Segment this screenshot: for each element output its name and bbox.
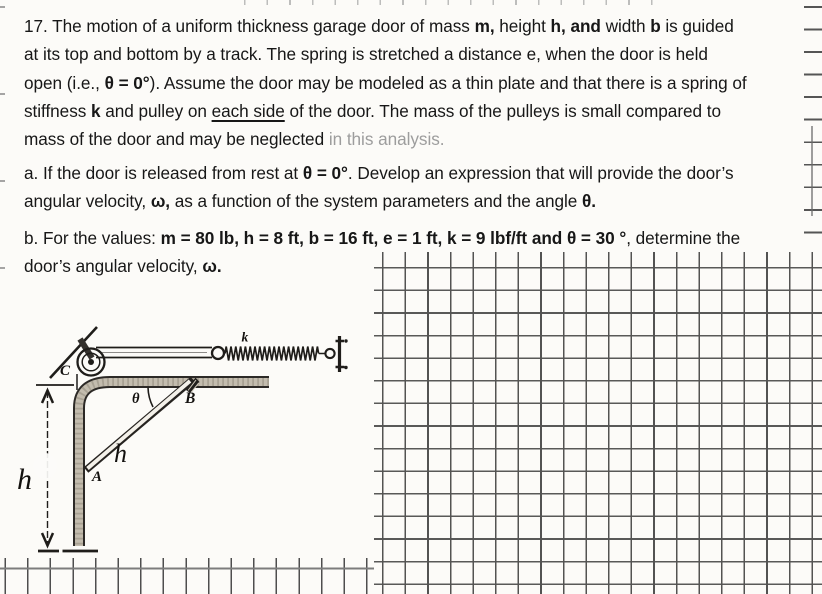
grid-tick-vline [811,126,813,216]
label-height-h: h [17,463,32,496]
text-run: at its top and bottom by a track. The spring is stretched a distance e, when the door is held [24,44,708,64]
wall-bracket [336,336,348,372]
text-run: ω. [202,256,222,276]
figure-garage-door [10,300,380,562]
graph-grid-bottom [0,558,374,594]
text-run: . Develop an expression that will provide the door’s [347,163,734,183]
text-run-underlined: each side [211,101,285,121]
part-a-line [24,190,596,212]
label-A: A [92,469,103,485]
door-track [79,382,269,546]
scan-smudge [33,453,57,479]
label-B: B [185,390,196,407]
text-run: angular velocity, [24,191,151,211]
spring-eyelet [325,349,334,358]
text-run: of the door. The mass of the pulleys is small compared to [284,101,721,121]
part-a-line [24,162,734,184]
label-C: C [60,363,71,379]
grid-ticks-left [0,6,5,298]
problem-line [24,72,747,94]
label-door-h: h [114,439,127,468]
part-b-line [24,227,740,249]
text-run: 17. The motion of a uniform thickness garage door of mass [24,16,475,36]
text-run: is guided [660,16,734,36]
pulley-wheel [78,349,105,376]
cable-rod [96,348,212,358]
problem-line [24,100,721,122]
text-run: as a function of the system parameters and the angle [170,191,582,211]
text-run: b [650,16,661,36]
rod-eyelet [212,347,224,359]
text-run: a. If the door is released from rest at [24,163,303,183]
text-run: θ = 0° [104,73,150,93]
graph-grid-right [374,252,822,594]
angle-arc [148,388,153,408]
text-run: and pulley on [100,101,212,121]
label-theta: θ [132,391,140,407]
grid-ticks-right [804,6,822,254]
label-k: k [241,329,249,345]
text-run: θ. [581,191,596,211]
problem-line [24,15,734,37]
text-run: b. For the values: [24,228,161,248]
problem-line [24,43,708,65]
spring-coil [225,347,319,361]
problem-line [24,128,445,150]
text-run: ω, [150,191,171,211]
text-run: width [600,16,651,36]
text-run: stiffness [24,101,92,121]
text-run: door’s angular velocity, [24,256,203,276]
text-run: height [494,16,551,36]
text-run: ). Assume the door may be modeled as a thin plate and that there is a spring of [149,73,747,93]
text-run: open (i.e., [24,73,105,93]
text-run: m, [474,16,495,36]
text-run: m = 80 lb, h = 8 ft, b = 16 ft, e = 1 ft, k = 9 lbf/ft and θ = 30 ° [160,228,627,248]
text-run: h, and [550,16,601,36]
text-run: k [91,101,101,121]
text-run: mass of the door and may be neglected [24,129,329,149]
part-b-line [24,255,222,277]
text-run: θ = 0° [302,163,348,183]
text-run-faded: in this analysis. [328,129,445,149]
text-run: , determine the [626,228,741,248]
grid-ticks-top [244,0,664,5]
